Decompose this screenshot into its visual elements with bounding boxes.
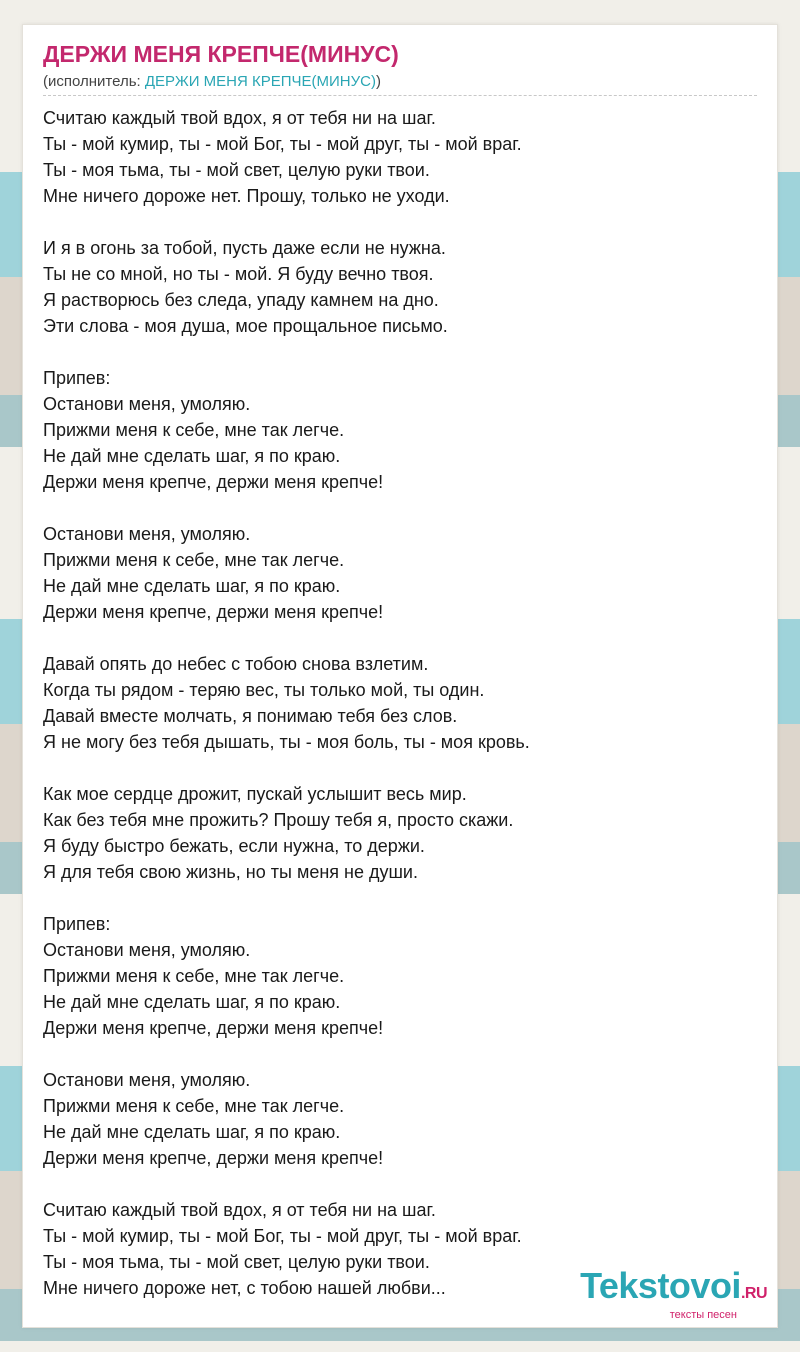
- lyric-line: И я в огонь за тобой, пусть даже если не нужна.: [43, 238, 446, 258]
- lyric-line: Как без тебя мне прожить? Прошу тебя я, просто скажи.: [43, 810, 514, 830]
- lyric-line: Припев:: [43, 914, 111, 934]
- stanza-gap: [43, 1041, 530, 1067]
- lyric-line: Ты не со мной, но ты - мой. Я буду вечно твоя.: [43, 264, 434, 284]
- lyric-line: Прижми меня к себе, мне так легче.: [43, 966, 345, 986]
- lyrics-card: [22, 24, 778, 1328]
- lyric-line: Останови меня, умоляю.: [43, 394, 251, 414]
- artist-prefix: (исполнитель:: [43, 73, 145, 90]
- lyric-line: Прижми меня к себе, мне так легче.: [43, 550, 345, 570]
- stanza-gap: [43, 495, 530, 521]
- header-divider: [43, 95, 757, 96]
- lyric-line: Ты - моя тьма, ты - мой свет, целую руки твои.: [43, 160, 430, 180]
- song-title: ДЕРЖИ МЕНЯ КРЕПЧЕ(МИНУС): [43, 41, 399, 67]
- lyric-line: Я растворюсь без следа, упаду камнем на дно.: [43, 290, 439, 310]
- lyric-line: Считаю каждый твой вдох, я от тебя ни на шаг.: [43, 108, 436, 128]
- lyric-line: Останови меня, умоляю.: [43, 1070, 251, 1090]
- lyric-line: Мне ничего дороже нет. Прошу, только не уходи.: [43, 186, 450, 206]
- lyric-line: Мне ничего дороже нет, с тобою нашей любви...: [43, 1278, 446, 1298]
- stanza-gap: [43, 1171, 530, 1197]
- lyric-line: Давай опять до небес с тобою снова взлетим.: [43, 654, 429, 674]
- lyric-line: Прижми меня к себе, мне так легче.: [43, 420, 345, 440]
- lyric-line: Эти слова - моя душа, мое прощальное письмо.: [43, 316, 448, 336]
- lyric-line: Останови меня, умоляю.: [43, 940, 251, 960]
- lyric-line: Держи меня крепче, держи меня крепче!: [43, 472, 384, 492]
- lyric-line: Припев:: [43, 368, 111, 388]
- artist-suffix: ): [376, 73, 381, 90]
- lyric-line: Ты - моя тьма, ты - мой свет, целую руки твои.: [43, 1252, 430, 1272]
- logo-tagline: тексты песен: [669, 1309, 737, 1321]
- lyric-line: Я не могу без тебя дышать, ты - моя боль, ты - моя кровь.: [43, 732, 530, 752]
- lyrics-text: [43, 105, 530, 1301]
- logo-tld: .RU: [740, 1285, 767, 1302]
- lyric-line: Давай вместе молчать, я понимаю тебя без слов.: [43, 706, 458, 726]
- artist-line: [43, 73, 381, 90]
- lyric-line: Не дай мне сделать шаг, я по краю.: [43, 1122, 341, 1142]
- site-logo[interactable]: [580, 1267, 767, 1321]
- lyric-line: Прижми меня к себе, мне так легче.: [43, 1096, 345, 1116]
- lyric-line: Не дай мне сделать шаг, я по краю.: [43, 446, 341, 466]
- lyric-line: Держи меня крепче, держи меня крепче!: [43, 1148, 384, 1168]
- lyric-line: Останови меня, умоляю.: [43, 524, 251, 544]
- lyric-line: Не дай мне сделать шаг, я по краю.: [43, 992, 341, 1012]
- lyric-line: Ты - мой кумир, ты - мой Бог, ты - мой друг, ты - мой враг.: [43, 134, 522, 154]
- logo-name: Tekstovoi: [580, 1265, 741, 1306]
- lyric-line: Считаю каждый твой вдох, я от тебя ни на шаг.: [43, 1200, 436, 1220]
- lyric-line: Я буду быстро бежать, если нужна, то держи.: [43, 836, 425, 856]
- lyric-line: Я для тебя свою жизнь, но ты меня не души.: [43, 862, 418, 882]
- artist-link[interactable]: ДЕРЖИ МЕНЯ КРЕПЧЕ(МИНУС): [144, 73, 376, 90]
- stanza-gap: [43, 339, 530, 365]
- lyric-line: Как мое сердце дрожит, пускай услышит весь мир.: [43, 784, 467, 804]
- lyric-line: Держи меня крепче, держи меня крепче!: [43, 1018, 384, 1038]
- stanza-gap: [43, 885, 530, 911]
- stanza-gap: [43, 625, 530, 651]
- lyric-line: Держи меня крепче, держи меня крепче!: [43, 602, 384, 622]
- stanza-gap: [43, 209, 530, 235]
- lyric-line: Когда ты рядом - теряю вес, ты только мой, ты один.: [43, 680, 485, 700]
- stanza-gap: [43, 755, 530, 781]
- lyric-line: Ты - мой кумир, ты - мой Бог, ты - мой друг, ты - мой враг.: [43, 1226, 522, 1246]
- lyric-line: Не дай мне сделать шаг, я по краю.: [43, 576, 341, 596]
